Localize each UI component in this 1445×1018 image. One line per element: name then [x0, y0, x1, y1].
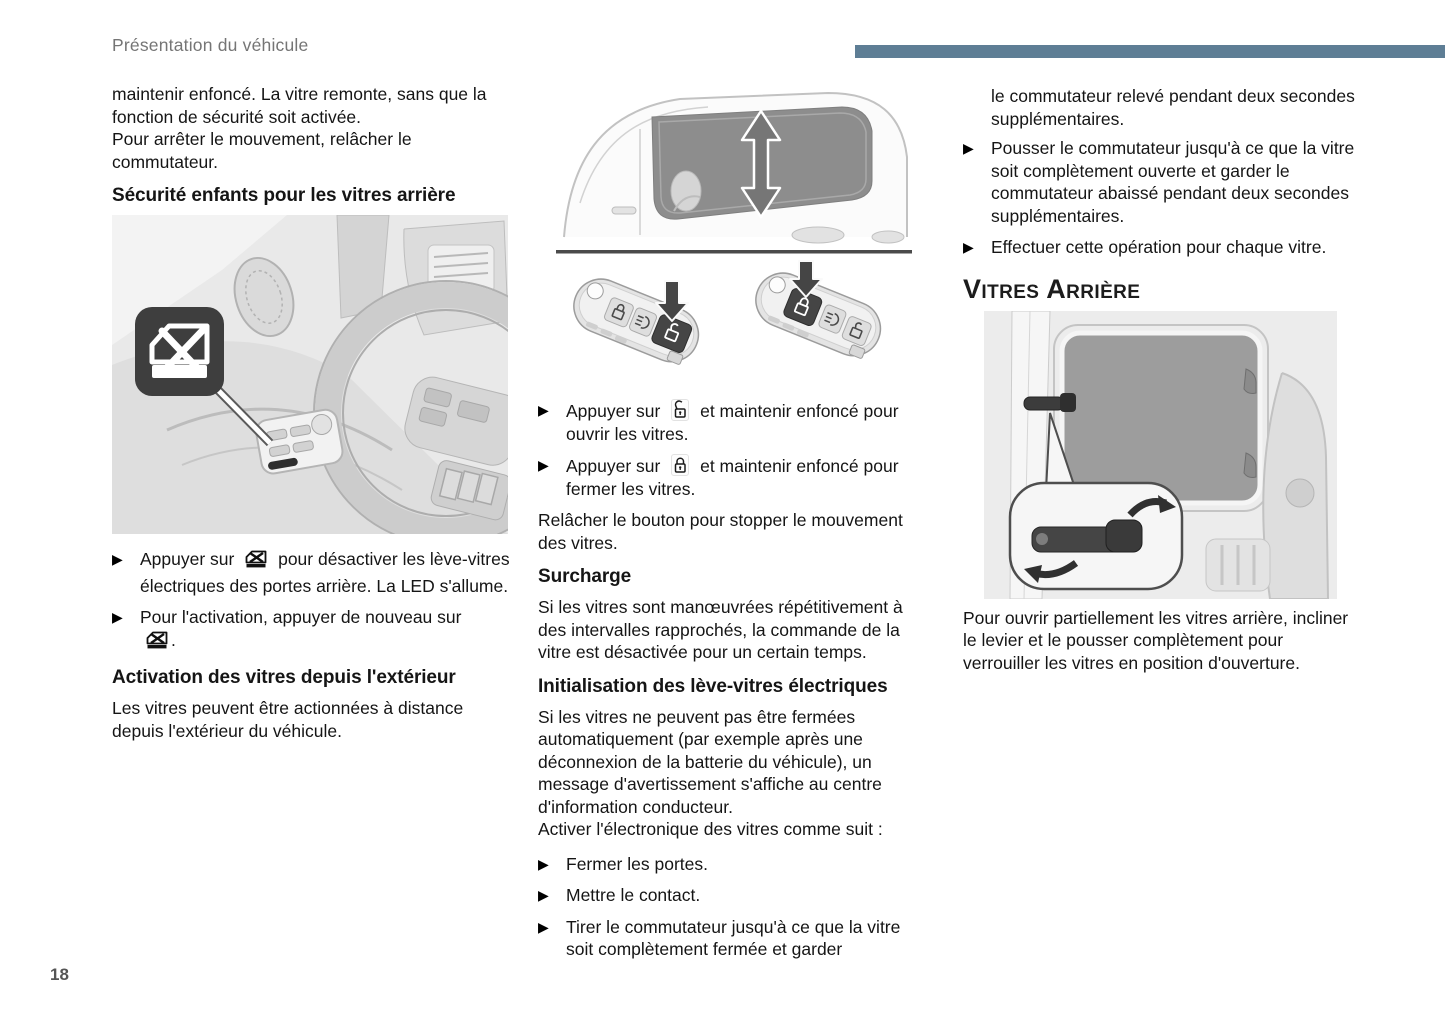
padlock-closed-icon [671, 454, 689, 476]
page-header-title: Présentation du véhicule [112, 35, 309, 55]
bullet-close-windows [538, 454, 930, 500]
page-number: 18 [50, 965, 69, 984]
illustration-key-fobs [556, 259, 912, 383]
bullet-repeat-each-window [963, 236, 1357, 259]
paragraph-overload: Si les vitres sont manœuvrées répétitivement à des intervalles rapprochés, la commande de la vitre est désactivée pour un certain temps. [538, 597, 903, 662]
paragraph-initialisation-steps: Activer l'électronique des vitres comme suit : [538, 819, 883, 839]
bullet-text: Appuyer sur [566, 401, 666, 421]
illustration-rear-window [984, 311, 1337, 599]
bullet-arrow-icon: ▶ [112, 609, 123, 625]
bullet-text: Mettre le contact. [566, 885, 701, 905]
paragraph-hold-1: maintenir enfoncé. La vitre remonte, sans que la fonction de sécurité soit activée. [112, 84, 487, 127]
rear-window-drawing [984, 311, 1337, 599]
bullet-disable-rear-windows [112, 548, 510, 597]
bullet-arrow-icon: ▶ [963, 140, 974, 156]
key-fob-unlock [566, 271, 707, 370]
bullet-text: et maintenir enfoncé pour ouvrir les vitres. [566, 401, 899, 444]
bullet-text: . [171, 629, 176, 650]
bullet-close-doors [538, 853, 930, 876]
heading-initialisation: Initialisation des lève-vitres électriques [538, 675, 888, 697]
bullet-text: Effectuer cette opération pour chaque vitre. [991, 237, 1327, 257]
key-fobs-drawing [556, 259, 912, 383]
paragraph-rear-windows: Pour ouvrir partiellement les vitres arrière, incliner le levier et le pousser complètement pour verrouiller les vitres en position d'ouverture. [963, 607, 1349, 673]
bullet-push-switch [963, 137, 1357, 227]
bullet-pull-switch [538, 916, 930, 961]
bullet-text: Fermer les portes. [566, 853, 708, 874]
heading-exterior-activation: Activation des vitres depuis l'extérieur [112, 667, 456, 688]
paragraph-continuation: le commutateur relevé pendant deux secondes supplémentaires. [991, 86, 1355, 129]
bullet-arrow-icon: ▶ [538, 918, 549, 935]
header-rule [855, 45, 1445, 58]
illustration-front-window [556, 85, 912, 257]
bullet-arrow-icon: ▶ [538, 855, 549, 872]
paragraph-exterior: Les vitres peuvent être actionnées à distance depuis l'extérieur du véhicule. [112, 698, 464, 741]
bullet-arrow-icon: ▶ [963, 239, 974, 255]
heading-rear-windows: Vitres Arrière [963, 273, 1141, 304]
child-lock-window-icon [244, 549, 268, 575]
bullet-open-windows [538, 399, 930, 445]
bullet-arrow-icon: ▶ [538, 887, 549, 903]
child-lock-badge-icon [135, 307, 224, 396]
bullet-ignition-on [538, 884, 930, 907]
bullet-arrow-icon: ▶ [538, 457, 549, 473]
heading-overload: Surcharge [538, 566, 632, 587]
front-window-drawing [556, 85, 912, 257]
child-lock-window-icon [145, 630, 169, 656]
paragraph-hold-2: Pour arrêter le mouvement, relâcher le commutateur. [112, 129, 412, 172]
paragraph-release: Relâcher le bouton pour stopper le mouvement des vitres. [538, 510, 903, 553]
illustration-door-panel [112, 215, 508, 534]
bullet-text: Appuyer sur [140, 549, 240, 569]
heading-child-safety: Sécurité enfants pour les vitres arrière [112, 185, 456, 206]
bullet-text: Pour l'activation, appuyer de nouveau sur [140, 607, 462, 627]
column-left [112, 83, 510, 742]
door-panel-drawing [112, 215, 508, 534]
bullet-text: Pousser le commutateur jusqu'à ce que la vitre soit complètement ouverte et garder le commutateur abaissé pendant deux secondes supplémentaires. [991, 138, 1355, 226]
bullet-text: et maintenir enfoncé pour fermer les vitres. [566, 456, 899, 499]
padlock-open-icon [671, 399, 689, 421]
column-right [963, 85, 1357, 674]
bullet-text: Tirer le commutateur jusqu'à ce que la vitre soit complètement fermée et garder [566, 916, 901, 959]
paragraph-initialisation: Si les vitres ne peuvent pas être fermées automatiquement (par exemple après une déconnexion de la batterie du véhicule), un message d'avertissement s'affiche au centre d'information conducteur. [538, 706, 882, 817]
bullet-arrow-icon: ▶ [112, 551, 123, 567]
column-middle [538, 85, 930, 970]
bullet-arrow-icon: ▶ [538, 402, 549, 418]
bullet-text: Appuyer sur [566, 456, 666, 476]
bullet-enable-rear-windows [112, 606, 510, 655]
bullet-text: pour désactiver les lève-vitres électriques des portes arrière. La LED s'allume. [140, 549, 510, 596]
